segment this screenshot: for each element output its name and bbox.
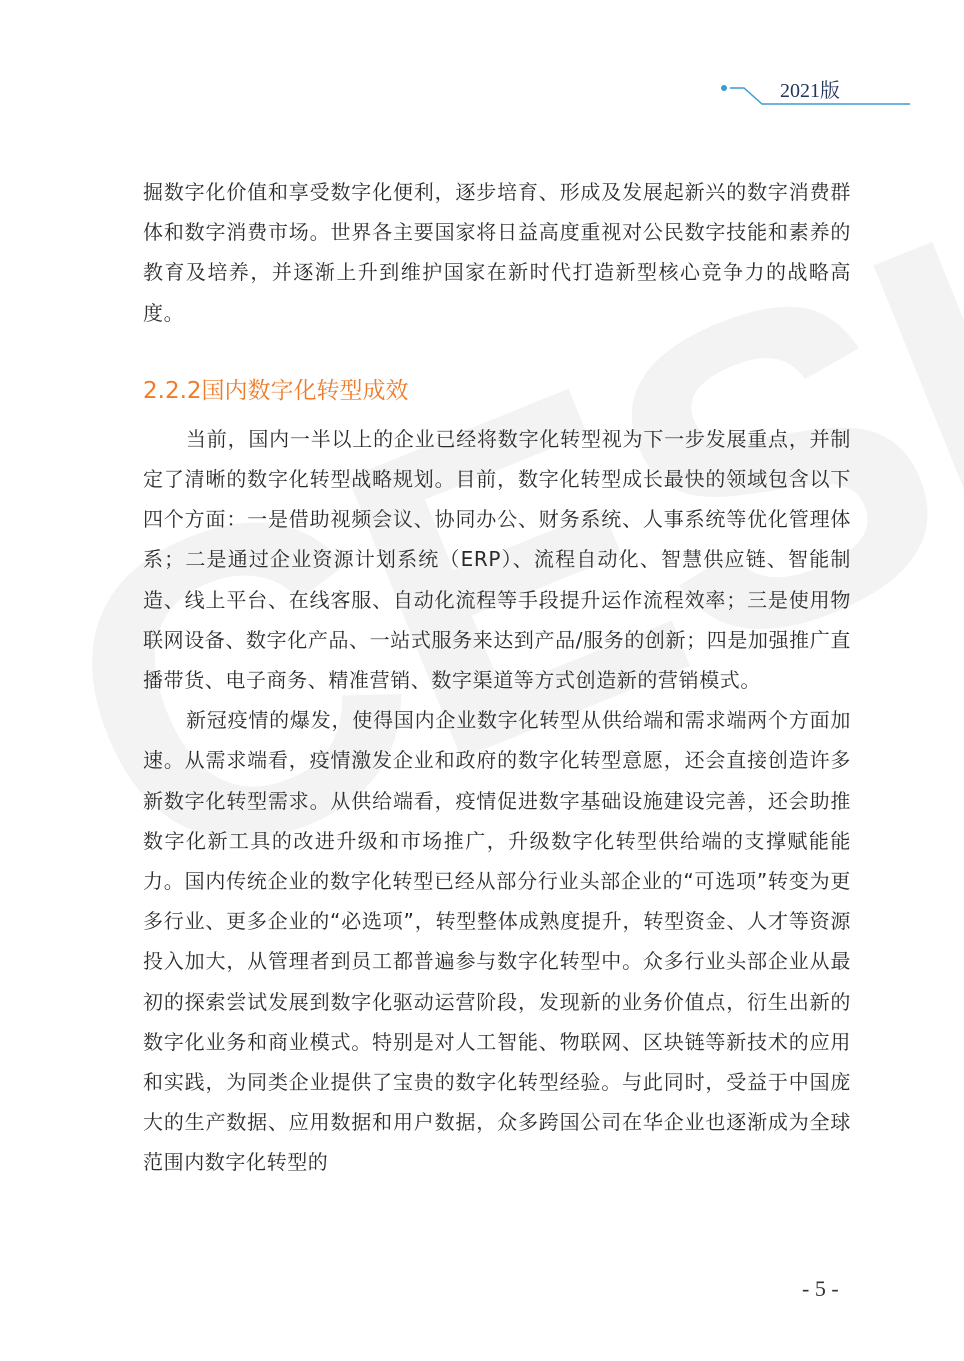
- edition-label: 2021版: [780, 80, 840, 102]
- document-body: [143, 172, 851, 1183]
- section-heading: 2.2.2国内数字化转型成效: [143, 377, 409, 404]
- paragraph-continued: 掘数字化价值和享受数字化便利，逐步培育、形成及发展起新兴的数字消费群体和数字消费市场。世界各主要国家将日益高度重视对公民数字技能和素养的教育及培养，并逐渐上升到维护国家在新时代打造新型核心竞争力的战略高度。: [143, 180, 851, 325]
- paragraph-digital-transformation-focus: 当前，国内一半以上的企业已经将数字化转型视为下一步发展重点，并制定了清晰的数字化转型战略规划。目前，数字化转型成长最快的领域包含以下四个方面：一是借助视频会议、协同办公、财务系统、人事系统等优化管理体系；二是通过企业资源计划系统（ERP）、流程自动化、智慧供应链、智能制造、线上平台、在线客服、自动化流程等手段提升运作流程效率；三是使用物联网设备、数字化产品、一站式服务来达到产品/服务的创新；四是加强推广直播带货、电子商务、精准营销、数字渠道等方式创造新的营销模式。: [143, 426, 851, 693]
- page-number: - 5 -: [802, 1276, 839, 1301]
- paragraph-covid-impact: 新冠疫情的爆发，使得国内企业数字化转型从供给端和需求端两个方面加速。从需求端看，疫情激发企业和政府的数字化转型意愿，还会直接创造许多新数字化转型需求。从供给端看，疫情促进数字基础设施建设完善，还会助推数字化新工具的改进升级和市场推广，升级数字化转型供给端的支撑赋能能力。国内传统企业的数字化转型已经从部分行业头部企业的“可选项”转变为更多行业、更多企业的“必选项”，转型整体成熟度提升，转型资金、人才等资源投入加大，从管理者到员工都普遍参与数字化转型中。众多行业头部企业从最初的探索尝试发展到数字化驱动运营阶段，发现新的业务价值点，衍生出新的数字化业务和商业模式。特别是对人工智能、物联网、区块链等新技术的应用和实践，为同类企业提供了宝贵的数字化转型经验。与此同时，受益于中国庞大的生产数据、应用数据和用户数据，众多跨国公司在华企业也逐渐成为全球范围内数字化转型的: [143, 708, 851, 1175]
